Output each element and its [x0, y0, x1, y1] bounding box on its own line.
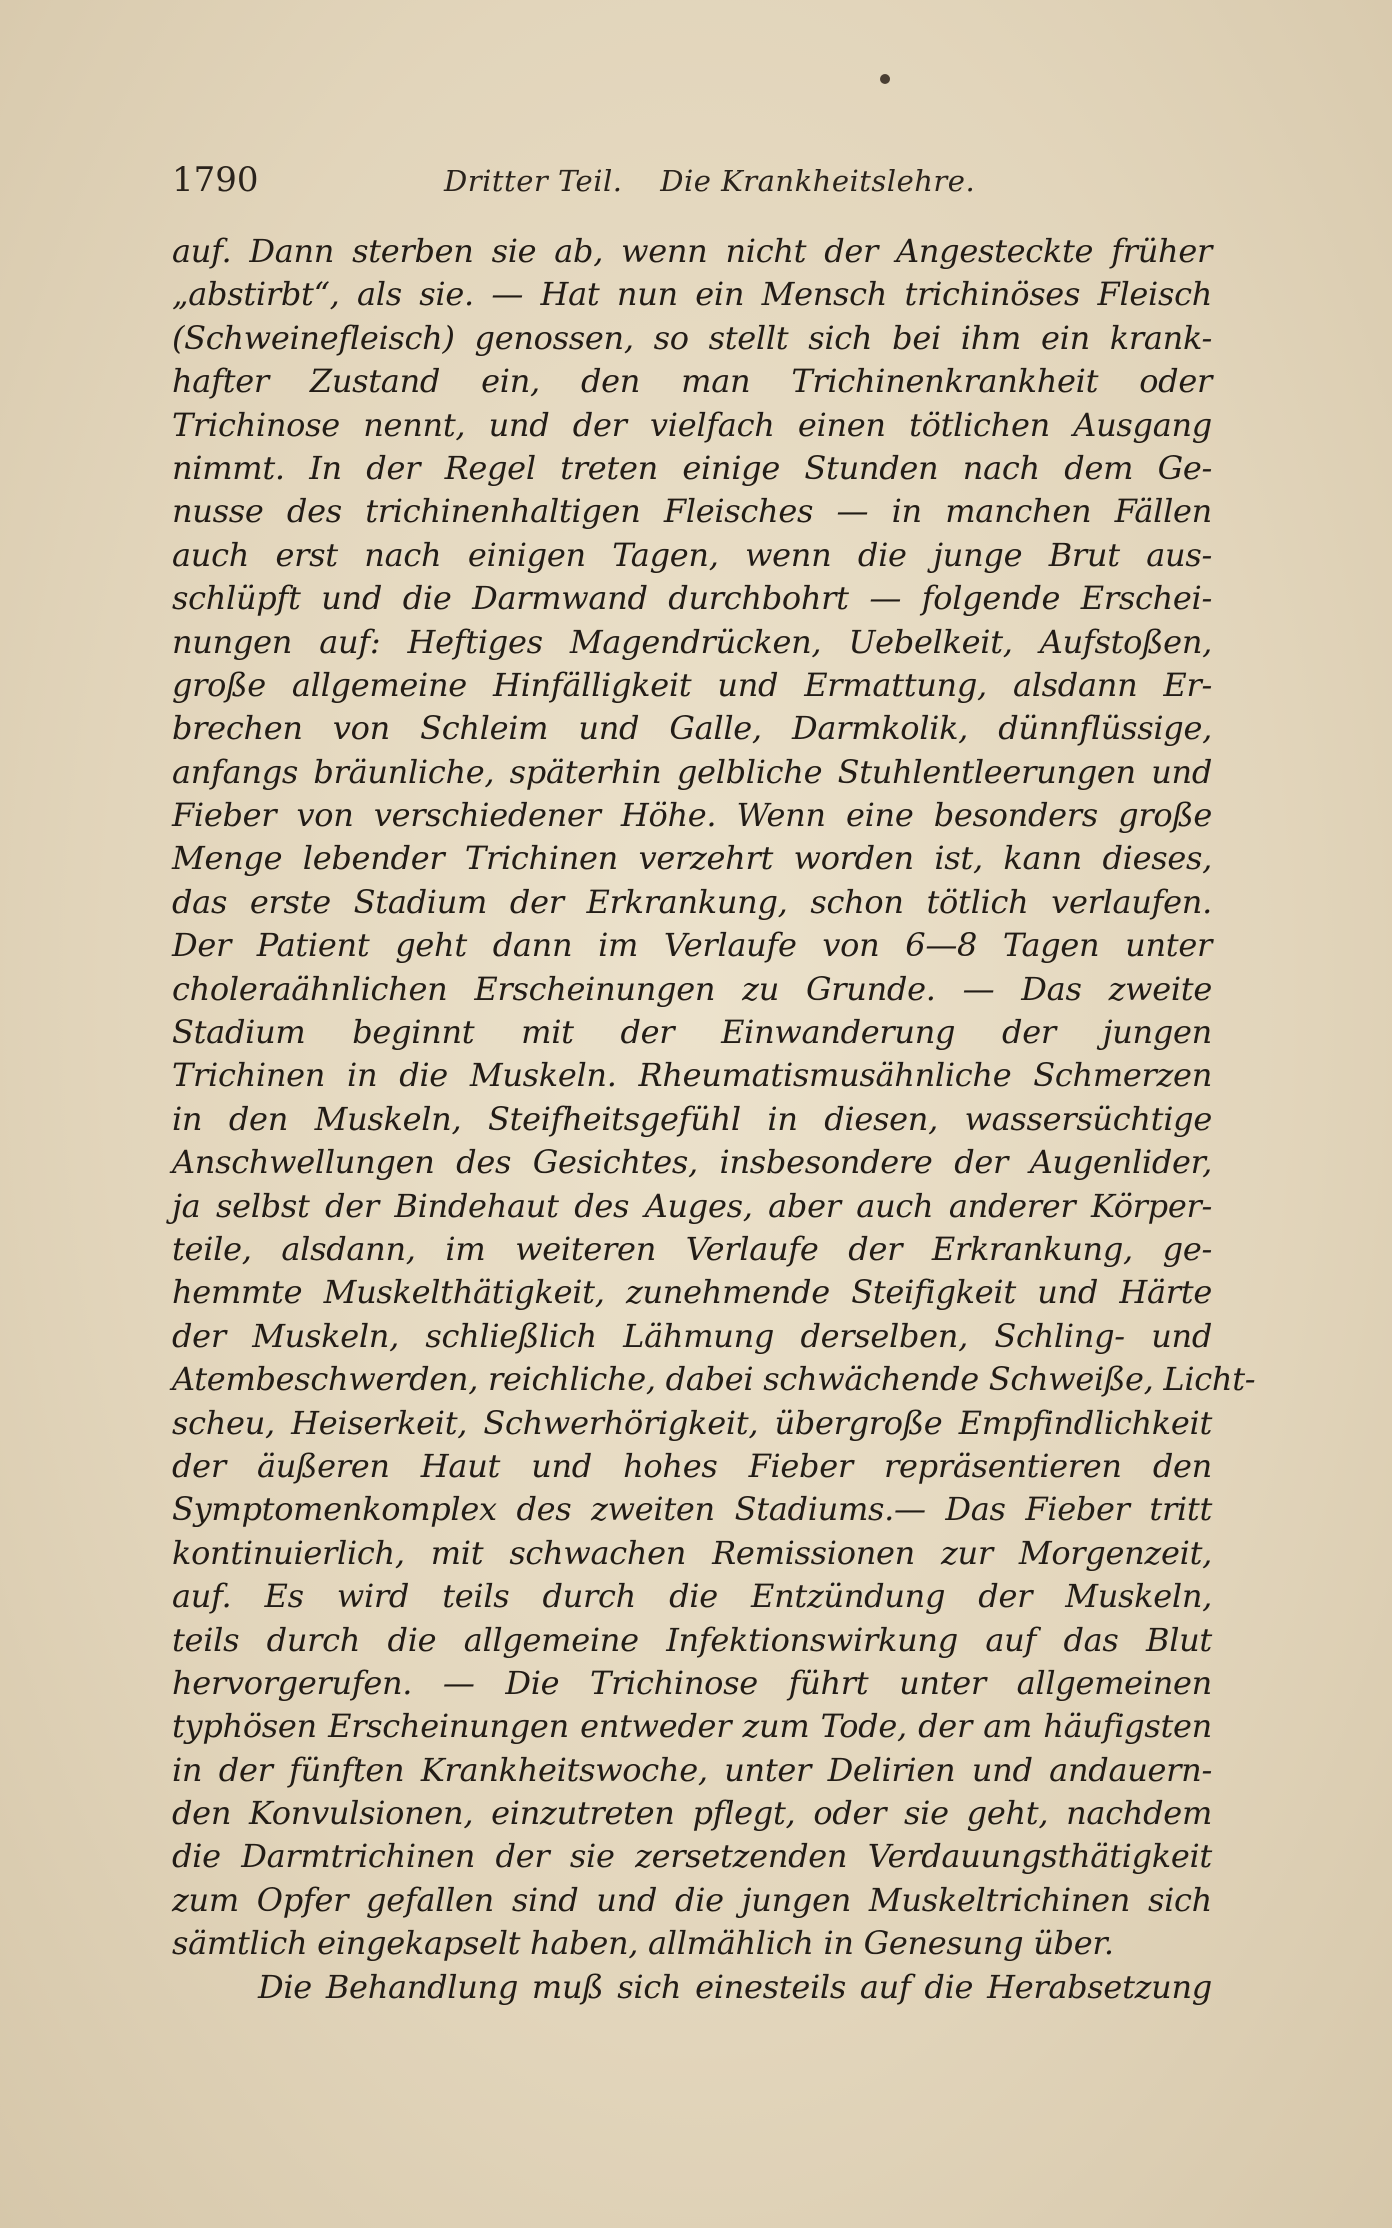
text-line: Anschwellungen des Gesichtes, insbesondere der Augenlider, [172, 1143, 1212, 1182]
text-line: das erste Stadium der Erkrankung, schon tötlich verlaufen. [172, 882, 1212, 921]
text-line: Trichinen in die Muskeln. Rheumatismusähnliche Schmerzen [172, 1056, 1212, 1095]
section-title: Die Krankheitslehre. [660, 164, 976, 198]
running-title [444, 164, 975, 198]
text-line: choleraähnlichen Erscheinungen zu Grunde. — Das zweite [172, 969, 1212, 1008]
text-line: ja selbst der Bindehaut des Auges, aber auch anderer Körper- [172, 1186, 1212, 1225]
text-line: Stadium beginnt mit der Einwanderung der jungen [172, 1013, 1212, 1052]
part-title: Dritter Teil. [444, 164, 623, 198]
page-number: 1790 [172, 160, 259, 200]
text-line: zum Opfer gefallen sind und die jungen Muskeltrichinen sich [172, 1880, 1212, 1919]
text-line: brechen von Schleim und Galle, Darmkolik, dünnflüssige, [172, 709, 1212, 748]
text-line: Menge lebender Trichinen verzehrt worden ist, kann dieses, [172, 839, 1212, 878]
text-line: hafter Zustand ein, den man Trichinenkrankheit oder [172, 362, 1212, 401]
text-line: nimmt. In der Regel treten einige Stunden nach dem Ge- [172, 448, 1212, 487]
text-line: auch erst nach einigen Tagen, wenn die junge Brut aus- [172, 535, 1212, 574]
text-line: hemmte Muskelthätigkeit, zunehmende Steifigkeit und Härte [172, 1273, 1212, 1312]
text-line: auf. Es wird teils durch die Entzündung der Muskeln, [172, 1577, 1212, 1616]
text-line: anfangs bräunliche, späterhin gelbliche Stuhlentleerungen und [172, 752, 1212, 791]
text-line: die Darmtrichinen der sie zersetzenden Verdauungsthätigkeit [172, 1837, 1212, 1876]
paragraph-end-line: sämtlich eingekapselt haben, allmählich in Genesung über. [172, 1924, 1114, 1963]
text-line: kontinuierlich, mit schwachen Remissionen zur Morgenzeit, [172, 1533, 1212, 1572]
paragraph-start-line: Die Behandlung muß sich einesteils auf die Herabsetzung [258, 1967, 1212, 2006]
text-line: schlüpft und die Darmwand durchbohrt — folgende Erschei- [172, 579, 1212, 618]
text-line: typhösen Erscheinungen entweder zum Tode, der am häufigsten [172, 1707, 1212, 1746]
text-line: (Schweinefleisch) genossen, so stellt sich bei ihm ein krank- [172, 318, 1212, 357]
text-line: Symptomenkomplex des zweiten Stadiums.— Das Fieber tritt [172, 1490, 1212, 1529]
text-line: den Konvulsionen, einzutreten pflegt, oder sie geht, nachdem [172, 1794, 1212, 1833]
text-line: der äußeren Haut und hohes Fieber repräsentieren den [172, 1446, 1212, 1485]
running-header [172, 160, 1220, 202]
body-text [172, 230, 1256, 2009]
text-line: teils durch die allgemeine Infektionswirkung auf das Blut [172, 1620, 1212, 1659]
text-line: große allgemeine Hinfälligkeit und Ermattung, alsdann Er- [172, 665, 1212, 704]
text-line: in der fünften Krankheitswoche, unter Delirien und andauern- [172, 1750, 1212, 1789]
text-line: teile, alsdann, im weiteren Verlaufe der Erkrankung, ge- [172, 1229, 1212, 1268]
text-line: nusse des trichinenhaltigen Fleisches — in manchen Fällen [172, 492, 1212, 531]
text-line: „abstirbt“, als sie. — Hat nun ein Mensch trichinöses Fleisch [172, 275, 1212, 314]
text-line: hervorgerufen. — Die Trichinose führt unter allgemeinen [172, 1663, 1212, 1702]
text-line: auf. Dann sterben sie ab, wenn nicht der Angesteckte früher [172, 232, 1212, 270]
text-line: Trichinose nennt, und der vielfach einen tötlichen Ausgang [172, 405, 1212, 444]
text-line: Der Patient geht dann im Verlaufe von 6—8 Tagen unter [172, 926, 1212, 965]
text-line: Atembeschwerden, reichliche, dabei schwächende Schweiße, Licht- [172, 1360, 1256, 1399]
text-line: nungen auf: Heftiges Magendrücken, Uebelkeit, Aufstoßen, [172, 622, 1212, 661]
text-line: scheu, Heiserkeit, Schwerhörigkeit, übergroße Empfindlichkeit [172, 1403, 1212, 1442]
text-line: der Muskeln, schließlich Lähmung derselben, Schling- und [172, 1316, 1212, 1355]
print-speck [880, 74, 890, 84]
text-line: Fieber von verschiedener Höhe. Wenn eine besonders große [172, 796, 1212, 835]
text-line: in den Muskeln, Steifheitsgefühl in diesen, wassersüchtige [172, 1099, 1212, 1138]
